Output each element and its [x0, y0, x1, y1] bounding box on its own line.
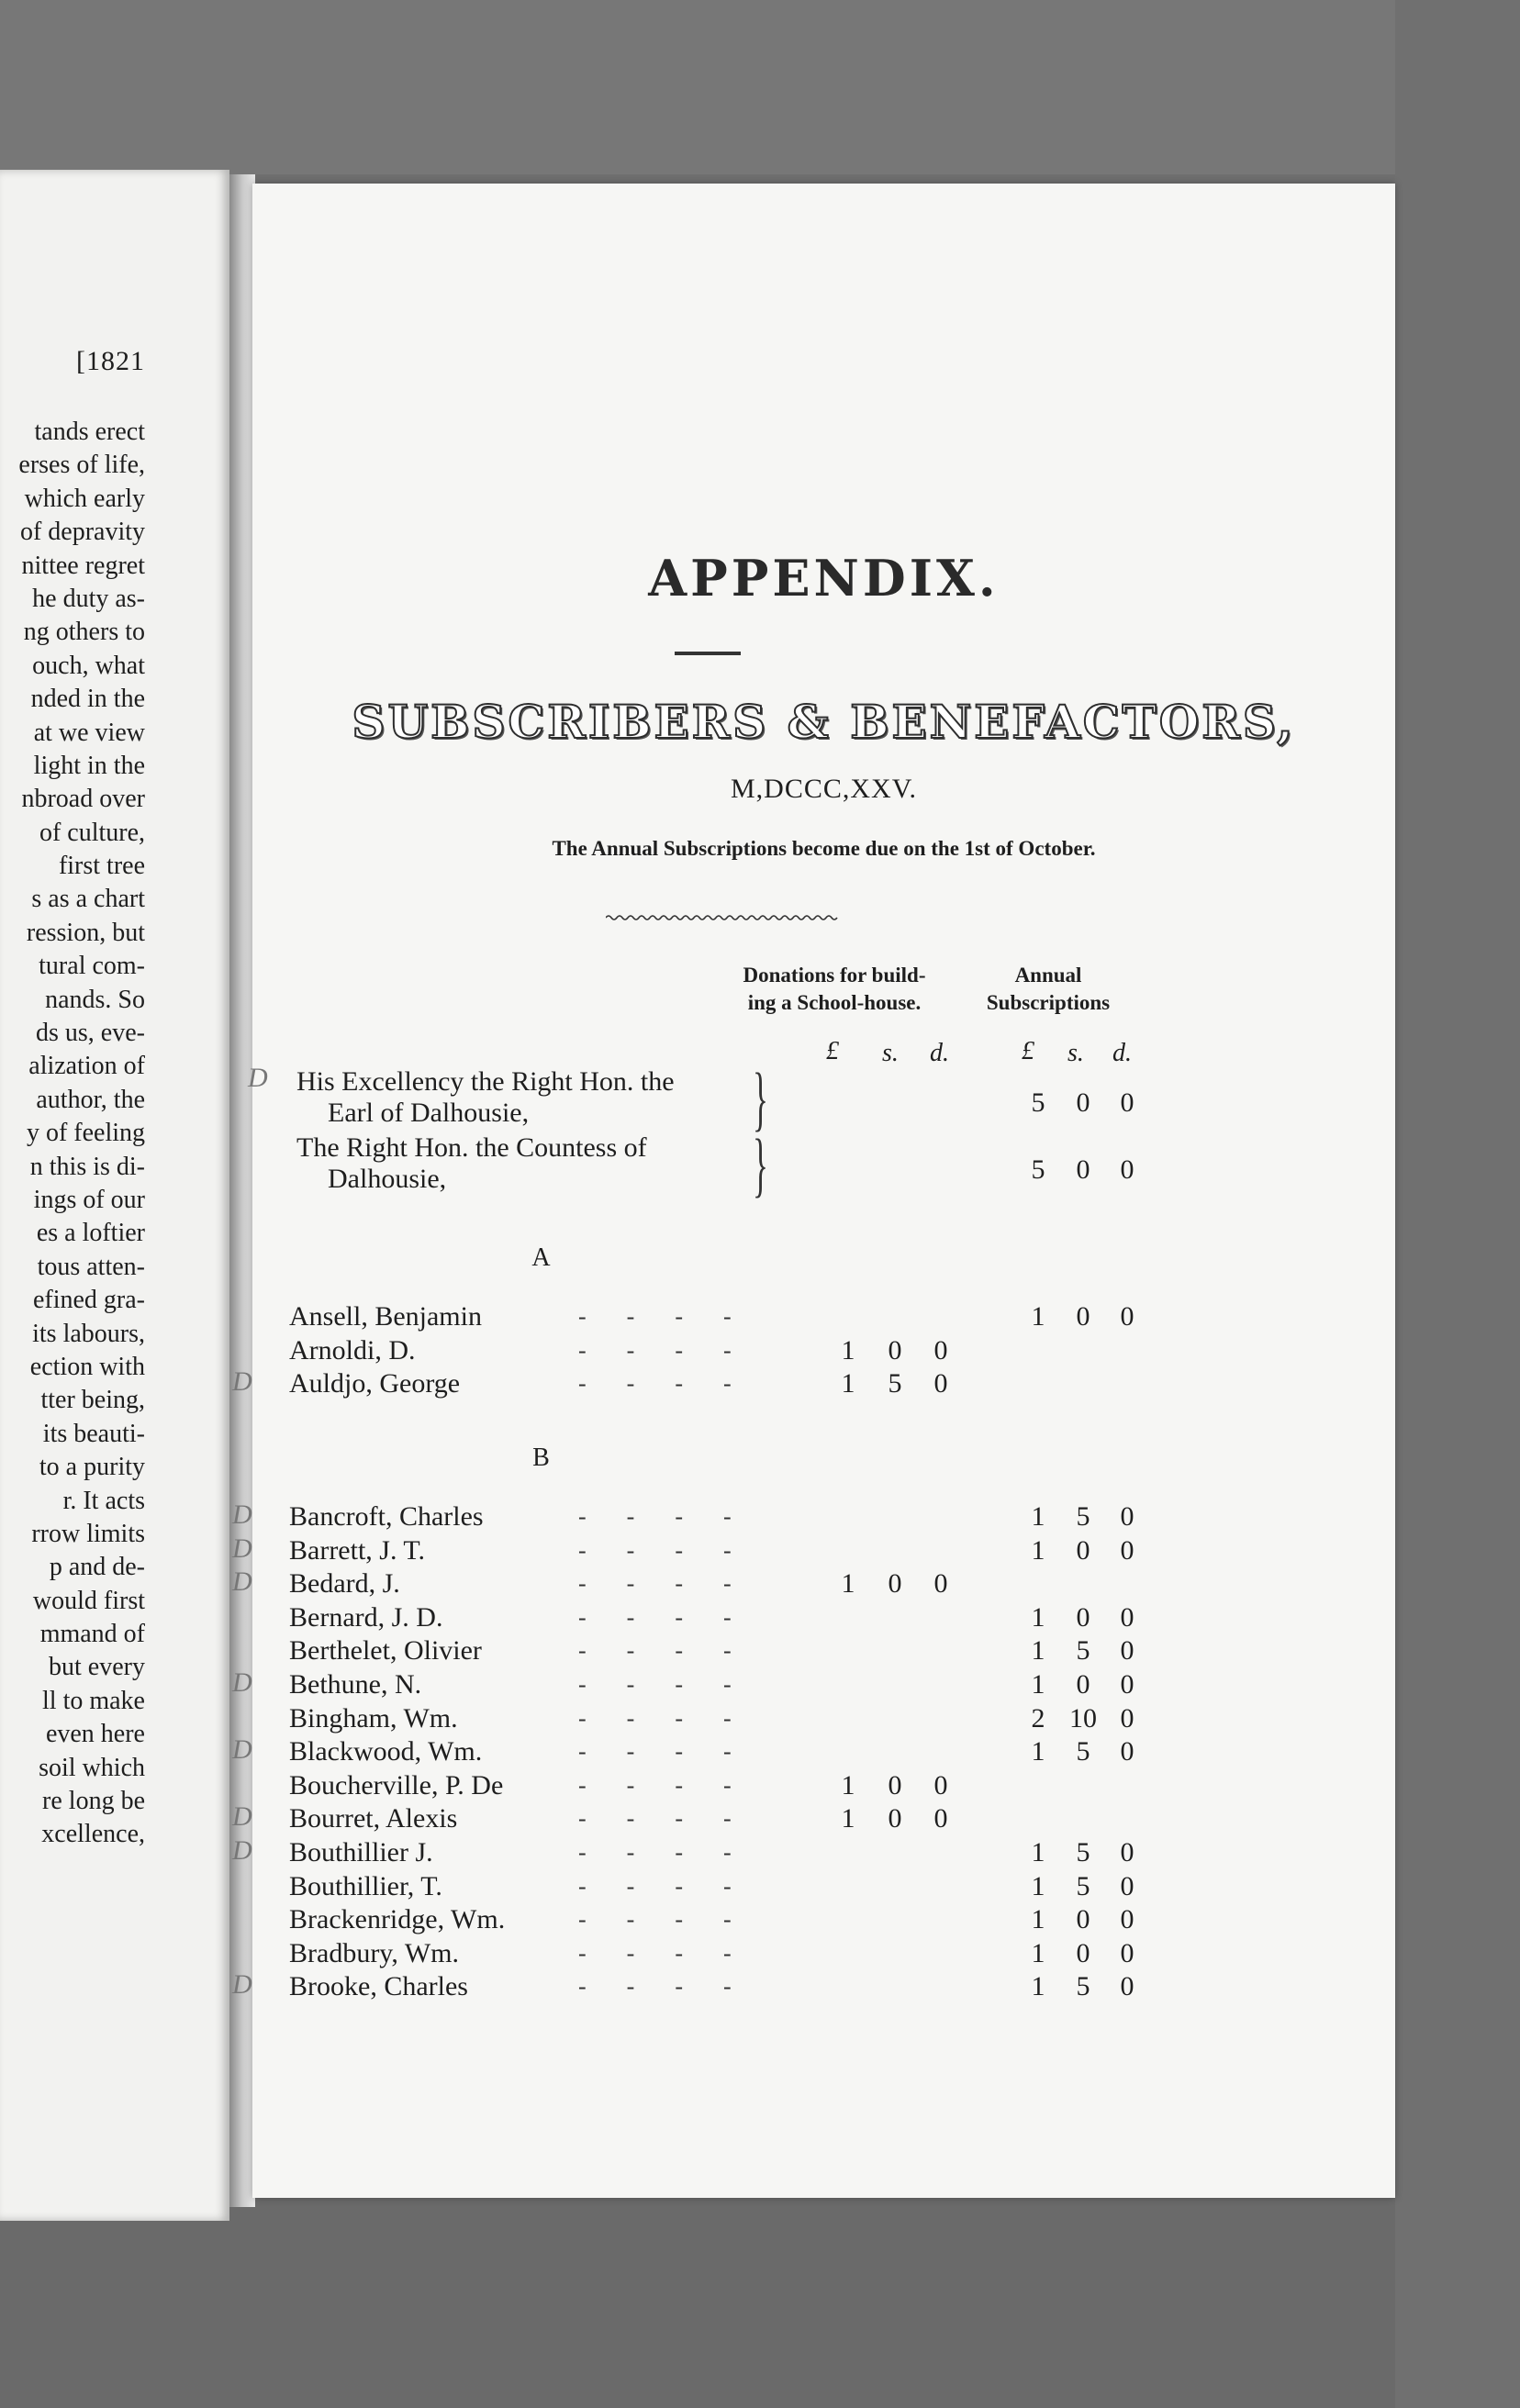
leader-dashes: ---- — [578, 1603, 772, 1631]
annual-header-line2: Subscriptions — [986, 991, 1111, 1014]
leader-dashes: ---- — [578, 1906, 772, 1934]
donation-amount-shillings: 0 — [888, 1803, 902, 1834]
left-page-line: erses of life, — [18, 451, 145, 480]
annual-amount-pounds: 1 — [1031, 1534, 1045, 1566]
left-page-line: he duty as- — [32, 584, 145, 613]
left-page-line: at we view — [33, 718, 145, 747]
left-page-line: to a purity — [39, 1453, 145, 1482]
left-page-line: xcellence, — [41, 1820, 145, 1849]
annual-amount-shillings: 0 — [1076, 1669, 1090, 1700]
annual-pence-label: d. — [1112, 1039, 1132, 1067]
subscriber-name: Auldjo, George — [289, 1368, 461, 1399]
patron-countess-annual-shillings: 0 — [1076, 1154, 1090, 1185]
annual-amount-shillings: 0 — [1076, 1937, 1090, 1968]
margin-pencil-mark: D — [232, 1835, 252, 1866]
left-page-line: ings of our — [33, 1185, 145, 1214]
left-page-line: y of feeling — [26, 1119, 145, 1148]
subscriber-name: Barrett, J. T. — [289, 1534, 426, 1566]
annual-amount-pounds: 1 — [1031, 1669, 1045, 1700]
left-page-line: would first — [32, 1586, 145, 1615]
donation-amount-shillings: 5 — [888, 1368, 902, 1399]
leader-dashes: ---- — [578, 1738, 772, 1766]
left-page-line: first tree — [58, 852, 145, 881]
left-page-line: which early — [24, 484, 145, 513]
subscriber-name: Brooke, Charles — [289, 1971, 468, 2002]
annual-amount-pence: 0 — [1120, 1635, 1134, 1667]
donation-amount-pounds: 1 — [841, 1368, 855, 1399]
left-page-line: of culture, — [39, 818, 145, 847]
left-page-line: light in the — [33, 751, 145, 780]
subscriber-name: Brackenridge, Wm. — [289, 1904, 506, 1935]
donations-header-line2: ing a School-house. — [747, 991, 922, 1014]
annual-amount-pence: 0 — [1120, 1870, 1134, 1901]
left-page-line: ouch, what — [32, 651, 145, 680]
annual-amount-shillings: 5 — [1076, 1501, 1090, 1532]
left-page-line: re long be — [42, 1787, 145, 1816]
leader-dashes: ---- — [578, 1303, 772, 1330]
annual-amount-pence: 0 — [1120, 1971, 1134, 2002]
left-page-line: nded in the — [30, 685, 145, 714]
annual-amount-pence: 0 — [1120, 1501, 1134, 1532]
annual-amount-pounds: 1 — [1031, 1971, 1045, 2002]
donations-column-header — [721, 962, 948, 1017]
scanner-background-right — [1395, 0, 1520, 2408]
left-page-line: efined gra- — [32, 1286, 145, 1315]
margin-pencil-mark: D — [232, 1667, 252, 1698]
annual-amount-pounds: 2 — [1031, 1702, 1045, 1734]
leader-dashes: ---- — [578, 1671, 772, 1698]
section-letter-b: B — [532, 1444, 550, 1472]
brace: } — [753, 1124, 768, 1204]
patron-countess-line1: The Right Hon. the Countess of — [296, 1132, 647, 1163]
annual-amount-pounds: 1 — [1031, 1635, 1045, 1667]
brace: } — [753, 1058, 768, 1138]
margin-pencil-mark: D — [232, 1734, 252, 1766]
subscriber-name: Blackwood, Wm. — [289, 1736, 483, 1767]
annual-shillings-label: s. — [1067, 1039, 1084, 1067]
annual-amount-shillings: 5 — [1076, 1837, 1090, 1867]
left-page-line: r. It acts — [62, 1486, 145, 1515]
left-page — [0, 170, 229, 2221]
annual-amount-shillings: 0 — [1076, 1534, 1090, 1566]
annual-column-header — [970, 962, 1126, 1017]
left-page-line: ll to make — [42, 1686, 145, 1715]
subscriber-name: Ansell, Benjamin — [289, 1301, 482, 1332]
left-page-line: author, the — [36, 1085, 145, 1114]
left-page-line: nands. So — [45, 985, 145, 1014]
left-page-line: ection with — [29, 1352, 145, 1381]
annual-amount-pence: 0 — [1120, 1601, 1134, 1633]
leader-dashes: ---- — [578, 1872, 772, 1900]
annual-header-line1: Annual — [1014, 964, 1082, 987]
subscriber-name: Bingham, Wm. — [289, 1702, 458, 1734]
patron-earl-annual-pence: 0 — [1120, 1087, 1134, 1118]
annual-amount-pounds: 1 — [1031, 1837, 1045, 1867]
left-page-line: its beauti- — [42, 1419, 145, 1448]
margin-pencil-mark: D — [248, 1063, 268, 1093]
leader-dashes: ---- — [578, 1536, 772, 1564]
donation-amount-shillings: 0 — [888, 1769, 902, 1800]
patron-countess-annual-pence: 0 — [1120, 1154, 1134, 1185]
leader-dashes: ---- — [578, 1336, 772, 1364]
margin-pencil-mark: D — [232, 1801, 252, 1833]
left-page-line: tands erect — [34, 418, 145, 446]
scanner-background-top — [0, 0, 1520, 174]
donation-amount-pence: 0 — [933, 1769, 948, 1800]
annual-amount-pounds: 1 — [1031, 1501, 1045, 1532]
subscriber-name: Berthelet, Olivier — [289, 1635, 482, 1667]
subscriber-name: Arnoldi, D. — [289, 1334, 416, 1366]
left-page-text — [18, 416, 145, 1852]
left-page-line: p and de- — [49, 1553, 145, 1582]
subscriber-name: Bourret, Alexis — [289, 1803, 458, 1834]
leader-dashes: ---- — [578, 1805, 772, 1833]
page-title: APPENDIX. — [648, 549, 1000, 608]
annual-amount-shillings: 0 — [1076, 1904, 1090, 1935]
annual-amount-pounds: 1 — [1031, 1870, 1045, 1901]
year-heading: M,DCCC,XXV. — [731, 774, 917, 804]
annual-amount-shillings: 5 — [1076, 1971, 1090, 2002]
subscriber-name: Bouthillier, T. — [289, 1870, 442, 1901]
subscriber-name: Boucherville, P. De — [289, 1769, 504, 1800]
annual-amount-pence: 0 — [1120, 1669, 1134, 1700]
donation-amount-pence: 0 — [933, 1334, 948, 1366]
leader-dashes: ---- — [578, 1503, 772, 1530]
left-page-line: s as a chart — [31, 885, 145, 914]
patron-earl-annual-shillings: 0 — [1076, 1087, 1090, 1118]
patron-countess-line2: Dalhousie, — [328, 1164, 447, 1194]
left-page-line: ression, but — [26, 918, 145, 947]
left-page-line: n this is di- — [29, 1152, 145, 1181]
patron-earl-line2: Earl of Dalhousie, — [328, 1098, 530, 1128]
donation-amount-shillings: 0 — [888, 1334, 902, 1366]
leader-dashes: ---- — [578, 1939, 772, 1967]
donation-amount-pence: 0 — [933, 1368, 948, 1399]
margin-pencil-mark: D — [232, 1366, 252, 1397]
book-spine — [229, 174, 255, 2207]
annual-amount-shillings: 5 — [1076, 1870, 1090, 1901]
patron-earl-annual-pounds: 5 — [1031, 1087, 1045, 1118]
donation-amount-pounds: 1 — [841, 1769, 855, 1800]
annual-amount-shillings: 5 — [1076, 1736, 1090, 1767]
annual-amount-pence: 0 — [1120, 1301, 1134, 1332]
title-rule — [675, 652, 741, 655]
annual-amount-pence: 0 — [1120, 1702, 1134, 1734]
left-page-line: soil which — [39, 1753, 145, 1782]
leader-dashes: ---- — [578, 1570, 772, 1598]
donation-amount-pence: 0 — [933, 1568, 948, 1600]
left-page-line: tter being, — [40, 1386, 145, 1415]
annual-amount-pence: 0 — [1120, 1904, 1134, 1935]
leader-dashes: ---- — [578, 1839, 772, 1866]
margin-pencil-mark: D — [232, 1969, 252, 2001]
donation-pence-label: d. — [930, 1039, 949, 1067]
annual-amount-pence: 0 — [1120, 1837, 1134, 1867]
patron-countess-annual-pounds: 5 — [1031, 1154, 1045, 1185]
annual-amount-pence: 0 — [1120, 1534, 1134, 1566]
annual-pounds-label: £ — [1022, 1037, 1034, 1065]
donation-amount-pounds: 1 — [841, 1568, 855, 1600]
subscriber-name: Bernard, J. D. — [289, 1601, 443, 1633]
appendix-page — [232, 184, 1395, 2198]
donation-amount-shillings: 0 — [888, 1568, 902, 1600]
subscriber-name: Bedard, J. — [289, 1568, 400, 1600]
donation-amount-pence: 0 — [933, 1803, 948, 1834]
donation-amount-pounds: 1 — [841, 1803, 855, 1834]
subscriber-name: Bouthillier J. — [289, 1837, 433, 1867]
margin-pencil-mark: D — [232, 1533, 252, 1564]
leader-dashes: ---- — [578, 1771, 772, 1799]
margin-pencil-mark: D — [232, 1499, 252, 1530]
left-page-line: ds us, eve- — [36, 1019, 145, 1048]
annual-amount-pounds: 1 — [1031, 1937, 1045, 1968]
subscriber-name: Bancroft, Charles — [289, 1501, 484, 1532]
page-subtitle: SUBSCRIBERS & BENEFACTORS, — [352, 695, 1296, 749]
leader-dashes: ---- — [578, 1637, 772, 1665]
annual-amount-shillings: 5 — [1076, 1635, 1090, 1667]
section-letter-a: A — [531, 1243, 551, 1272]
donation-amount-pounds: 1 — [841, 1334, 855, 1366]
left-page-line: alization of — [28, 1052, 145, 1081]
annual-amount-shillings: 0 — [1076, 1601, 1090, 1633]
left-page-line: tous atten- — [37, 1252, 145, 1281]
subscription-note: The Annual Subscriptions become due on the 1st of October. — [552, 837, 1096, 860]
annual-amount-shillings: 10 — [1069, 1702, 1097, 1734]
left-page-header: [1821 — [76, 346, 145, 376]
annual-amount-pounds: 1 — [1031, 1301, 1045, 1332]
annual-amount-pence: 0 — [1120, 1937, 1134, 1968]
annual-amount-pounds: 1 — [1031, 1601, 1045, 1633]
leader-dashes: ---- — [578, 1704, 772, 1732]
left-page-line: nittee regret — [21, 551, 145, 580]
donations-header-line1: Donations for build- — [743, 964, 926, 987]
left-page-line: its labours, — [32, 1319, 145, 1348]
left-page-line: mmand of — [39, 1620, 145, 1649]
subscriber-name: Bethune, N. — [289, 1669, 422, 1700]
left-page-line: ng others to — [23, 618, 145, 647]
margin-pencil-mark: D — [232, 1566, 252, 1598]
subscriber-name: Bradbury, Wm. — [289, 1937, 459, 1968]
annual-amount-shillings: 0 — [1076, 1301, 1090, 1332]
left-page-line: tural com- — [39, 952, 145, 981]
leader-dashes: ---- — [578, 1973, 772, 2001]
left-page-line: rrow limits — [31, 1519, 145, 1548]
leader-dashes: ---- — [578, 1370, 772, 1397]
left-page-line: of depravity — [19, 518, 145, 547]
left-page-line: but every — [49, 1653, 145, 1682]
annual-amount-pence: 0 — [1120, 1736, 1134, 1767]
left-page-line: es a loftier — [36, 1219, 145, 1248]
ornamental-rule — [606, 913, 840, 922]
annual-amount-pounds: 1 — [1031, 1736, 1045, 1767]
annual-amount-pounds: 1 — [1031, 1904, 1045, 1935]
patron-earl-line1: His Excellency the Right Hon. the — [296, 1066, 675, 1097]
donation-pounds-label: £ — [826, 1037, 839, 1065]
left-page-line: nbroad over — [21, 785, 145, 814]
left-page-line: even here — [45, 1720, 145, 1749]
donation-shillings-label: s. — [882, 1039, 899, 1067]
